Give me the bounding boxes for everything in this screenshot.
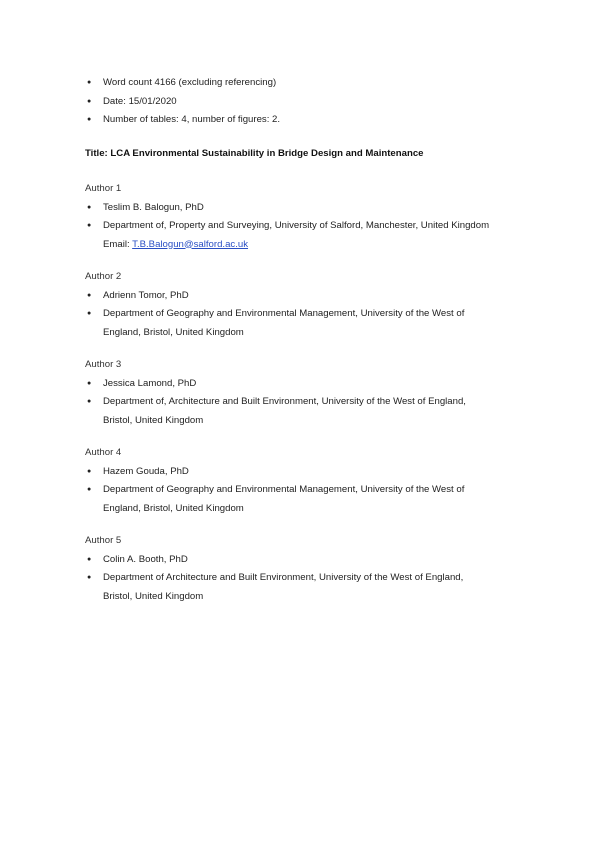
email-label: Email: — [103, 238, 130, 250]
author-section-5 — [85, 532, 535, 606]
email-line — [103, 236, 535, 255]
bullet-icon: ● — [87, 97, 92, 105]
meta-list — [85, 74, 535, 130]
author-name — [85, 551, 535, 570]
affiliation-line: England, Bristol, United Kingdom — [103, 502, 244, 514]
affiliation-line: England, Bristol, United Kingdom — [103, 326, 244, 338]
author-label: Author 1 — [85, 183, 122, 194]
bullet-icon: ● — [87, 310, 92, 317]
bullet-icon: ● — [87, 486, 92, 493]
author-section-3 — [85, 356, 535, 430]
affiliation-line: Department of Architecture and Built Environment, University of the West of England, — [103, 572, 464, 583]
bullet-icon: ● — [87, 203, 92, 211]
affiliation-line: Department of Geography and Environmental Management, University of the West of — [103, 308, 465, 319]
author-details — [85, 463, 535, 519]
meta-item-text: Date: 15/01/2020 — [103, 95, 177, 107]
bullet-icon: ● — [87, 291, 92, 299]
author-label: Author 2 — [85, 271, 122, 282]
author-section-1 — [85, 180, 535, 254]
document-title: Title: LCA Environmental Sustainability in Bridge Design and Maintenance — [85, 147, 424, 159]
author-name — [85, 287, 535, 306]
author-name — [85, 375, 535, 394]
author-details — [85, 199, 535, 255]
author-section-4 — [85, 444, 535, 518]
author-details — [85, 287, 535, 343]
author-details — [85, 551, 535, 607]
author-affiliation — [85, 393, 535, 430]
author-name-text: Colin A. Booth, PhD — [103, 553, 188, 565]
author-label: Author 3 — [85, 359, 122, 370]
bullet-icon: ● — [87, 379, 92, 387]
meta-item-word-count — [85, 74, 535, 93]
author-name — [85, 199, 535, 218]
meta-item-text: Word count 4166 (excluding referencing) — [103, 77, 277, 88]
meta-item-tables-figures — [85, 111, 535, 130]
author-affiliation — [85, 569, 535, 606]
bullet-icon: ● — [87, 467, 92, 475]
author-details — [85, 375, 535, 431]
author-label: Author 5 — [85, 535, 122, 546]
author-affiliation — [85, 217, 535, 254]
bullet-icon: ● — [87, 555, 92, 563]
author-affiliation — [85, 305, 535, 342]
bullet-icon: ● — [87, 79, 92, 86]
bullet-icon: ● — [87, 398, 92, 405]
bullet-icon: ● — [87, 574, 92, 581]
author-name-text: Adrienn Tomor, PhD — [103, 289, 189, 301]
author-name-text: Hazem Gouda, PhD — [103, 465, 189, 477]
author-label: Author 4 — [85, 447, 122, 458]
affiliation-line: Department of, Architecture and Built Environment, University of the West of England, — [103, 396, 466, 407]
bullet-icon: ● — [87, 222, 92, 229]
meta-item-date — [85, 93, 535, 112]
author-name-text: Teslim B. Balogun, PhD — [103, 201, 204, 213]
meta-item-text: Number of tables: 4, number of figures: 2. — [103, 114, 281, 125]
author-affiliation — [85, 481, 535, 518]
bullet-icon: ● — [87, 116, 92, 123]
author-name-text: Jessica Lamond, PhD — [103, 377, 197, 389]
affiliation-line: Bristol, United Kingdom — [103, 414, 204, 426]
author-name — [85, 463, 535, 482]
author-section-2 — [85, 268, 535, 342]
affiliation-line: Bristol, United Kingdom — [103, 590, 204, 602]
affiliation-line: Department of, Property and Surveying, University of Salford, Manchester, United Kingdom — [103, 220, 490, 231]
email-link[interactable]: T.B.Balogun@salford.ac.uk — [132, 238, 249, 250]
affiliation-line: Department of Geography and Environmental Management, University of the West of — [103, 484, 465, 495]
